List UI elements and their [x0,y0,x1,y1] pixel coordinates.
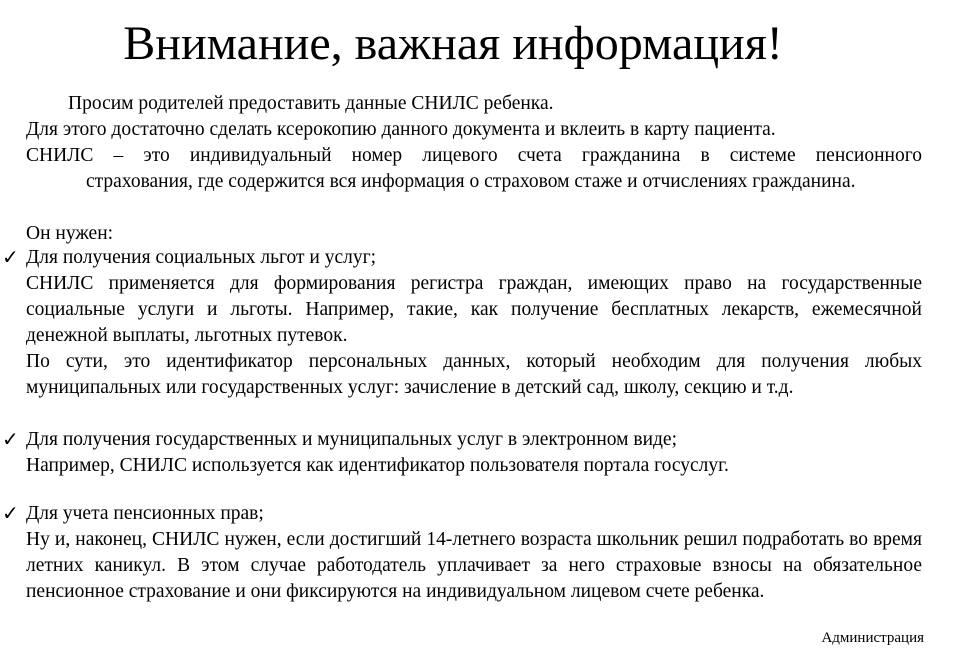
signature: Администрация [821,630,924,646]
intro-needed: Он нужен: [26,223,114,244]
intro-definition-rest: страхования, где содержится вся информация о страховом стаже и отчислениях гражданина. [86,171,856,192]
bullet-heading-electronic: Для получения государственных и муниципальных услуг в электронном виде; [26,429,677,450]
bullet-text-social-1: СНИЛС применяется для формирования регистра граждан, имеющих право на государственные социальные услуги и льготы. Например, такие, как получение бесплатных лекарств, ежемесячной денежной выплаты, льготных путевок. [26,273,922,346]
bullet-heading-pension: Для учета пенсионных прав; [26,503,264,524]
checkmark-icon: ✓ [2,503,19,525]
intro-request: Просим родителей предоставить данные СНИЛС ребенка. [68,93,554,114]
bullet-text-social-2: По сути, это идентификатор персональных данных, который необходим для получения любых муниципальных или государственных услуг: зачисление в детский сад, школу, секцию и т.д. [26,351,922,398]
page-title: Внимание, важная информация! [123,17,783,70]
checkmark-icon: ✓ [2,429,19,451]
bullet-heading-social: Для получения социальных льгот и услуг; [26,247,376,268]
intro-definition-lead: СНИЛС – это индивидуальный номер лицевого счета гражданина в системе пенсионного [26,145,922,166]
intro-copy-note: Для этого достаточно сделать ксерокопию данного документа и вклеить в карту пациента. [26,119,776,140]
checkmark-icon: ✓ [2,247,19,269]
bullet-text-electronic: Например, СНИЛС используется как идентификатор пользователя портала госуслуг. [26,455,729,476]
bullet-text-pension: Ну и, наконец, СНИЛС нужен, если достигший 14-летнего возраста школьник решил подработать во время летних каникул. В этом случае работодатель уплачивает за него страховые взносы на обязательное пенсионное страхование и они фиксируются на индивидуальном лицевом счете ребенка. [26,529,922,602]
